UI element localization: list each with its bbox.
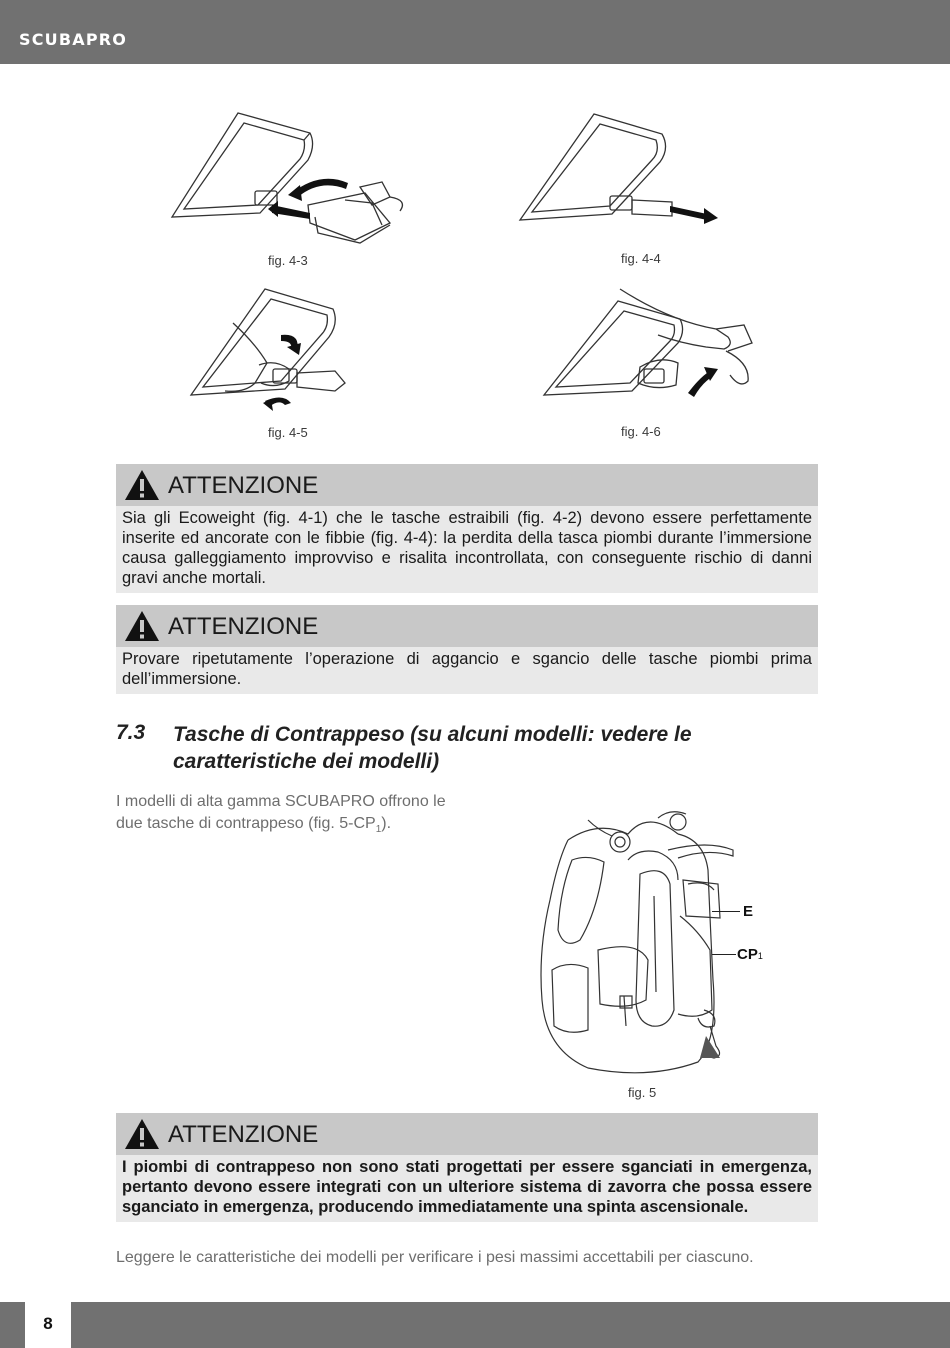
warning-header	[116, 464, 818, 506]
fig-4-6-illustration	[540, 285, 760, 410]
caption-fig-4-5: fig. 4-5	[268, 425, 308, 440]
warning-body: Sia gli Ecoweight (fig. 4-1) che le tasche estraibili (fig. 4-2) devono essere perfettamente inserite ed ancorate con le fibbie (fig. 4-4): la perdita della tasca piombi durante l’immersione causa galleggiamento improvviso e risalita incontrollata, con conseguente rischio di danni gravi anche mortali.	[122, 509, 812, 587]
caption-fig-5: fig. 5	[628, 1085, 657, 1100]
fig-4-3-illustration	[160, 105, 420, 250]
header-bar	[0, 0, 950, 64]
warning-title: ATTENZIONE	[168, 472, 319, 499]
warning-body: I piombi di contrappeso non sono stati progettati per essere sganciati in emergenza, pertanto devono essere integrati con un ulteriore sistema di zavorra che possa essere sganciato in emergenza, producendo immediatamente una spinta ascensionale.	[122, 1158, 812, 1216]
footer-bar	[0, 1302, 950, 1348]
warning-title: ATTENZIONE	[168, 1121, 319, 1148]
footer-note: Leggere le caratteristiche dei modelli per verificare i pesi massimi accettabili per ciascuno.	[116, 1249, 754, 1266]
leader-line-e	[712, 911, 740, 912]
label-e: E	[743, 903, 754, 920]
fig-5-bcd-illustration	[528, 800, 748, 1080]
caption-fig-4-3: fig. 4-3	[268, 253, 308, 268]
label-cp-subscript: 1	[757, 951, 763, 961]
caption-fig-4-6: fig. 4-6	[621, 424, 661, 439]
paragraph-text: I modelli di alta gamma SCUBAPRO offrono le due tasche di contrappeso (fig. 5-CP	[116, 793, 446, 832]
page-number: 8	[43, 1314, 53, 1333]
warning-header	[116, 605, 818, 647]
label-cp-text: CP	[737, 946, 758, 963]
section-paragraph	[116, 791, 476, 841]
warning-box-1	[116, 464, 818, 593]
fig-4-4-illustration	[512, 110, 722, 230]
section-title: Tasche di Contrappeso (su alcuni modelli: vedere le caratteristiche dei modelli)	[173, 723, 692, 773]
paragraph-subscript: 1	[375, 824, 382, 836]
section-number: 7.3	[116, 721, 146, 744]
warning-header	[116, 1113, 818, 1155]
paragraph-end: ).	[381, 815, 392, 832]
warning-triangle-icon	[124, 469, 160, 501]
leader-line-cp	[712, 954, 736, 955]
caption-fig-4-4: fig. 4-4	[621, 251, 661, 266]
warning-triangle-icon	[124, 1118, 160, 1150]
fig-4-5-illustration	[185, 283, 355, 418]
warning-box-3	[116, 1113, 818, 1222]
brand-logo: SCUBAPRO	[19, 30, 128, 49]
warning-triangle-icon	[124, 610, 160, 642]
warning-title: ATTENZIONE	[168, 613, 319, 640]
warning-box-2	[116, 605, 818, 694]
label-cp	[737, 946, 763, 963]
warning-body: Provare ripetutamente l’operazione di aggancio e sgancio delle tasche piombi prima dell’immersione.	[122, 650, 812, 688]
page-number-box	[25, 1302, 71, 1348]
